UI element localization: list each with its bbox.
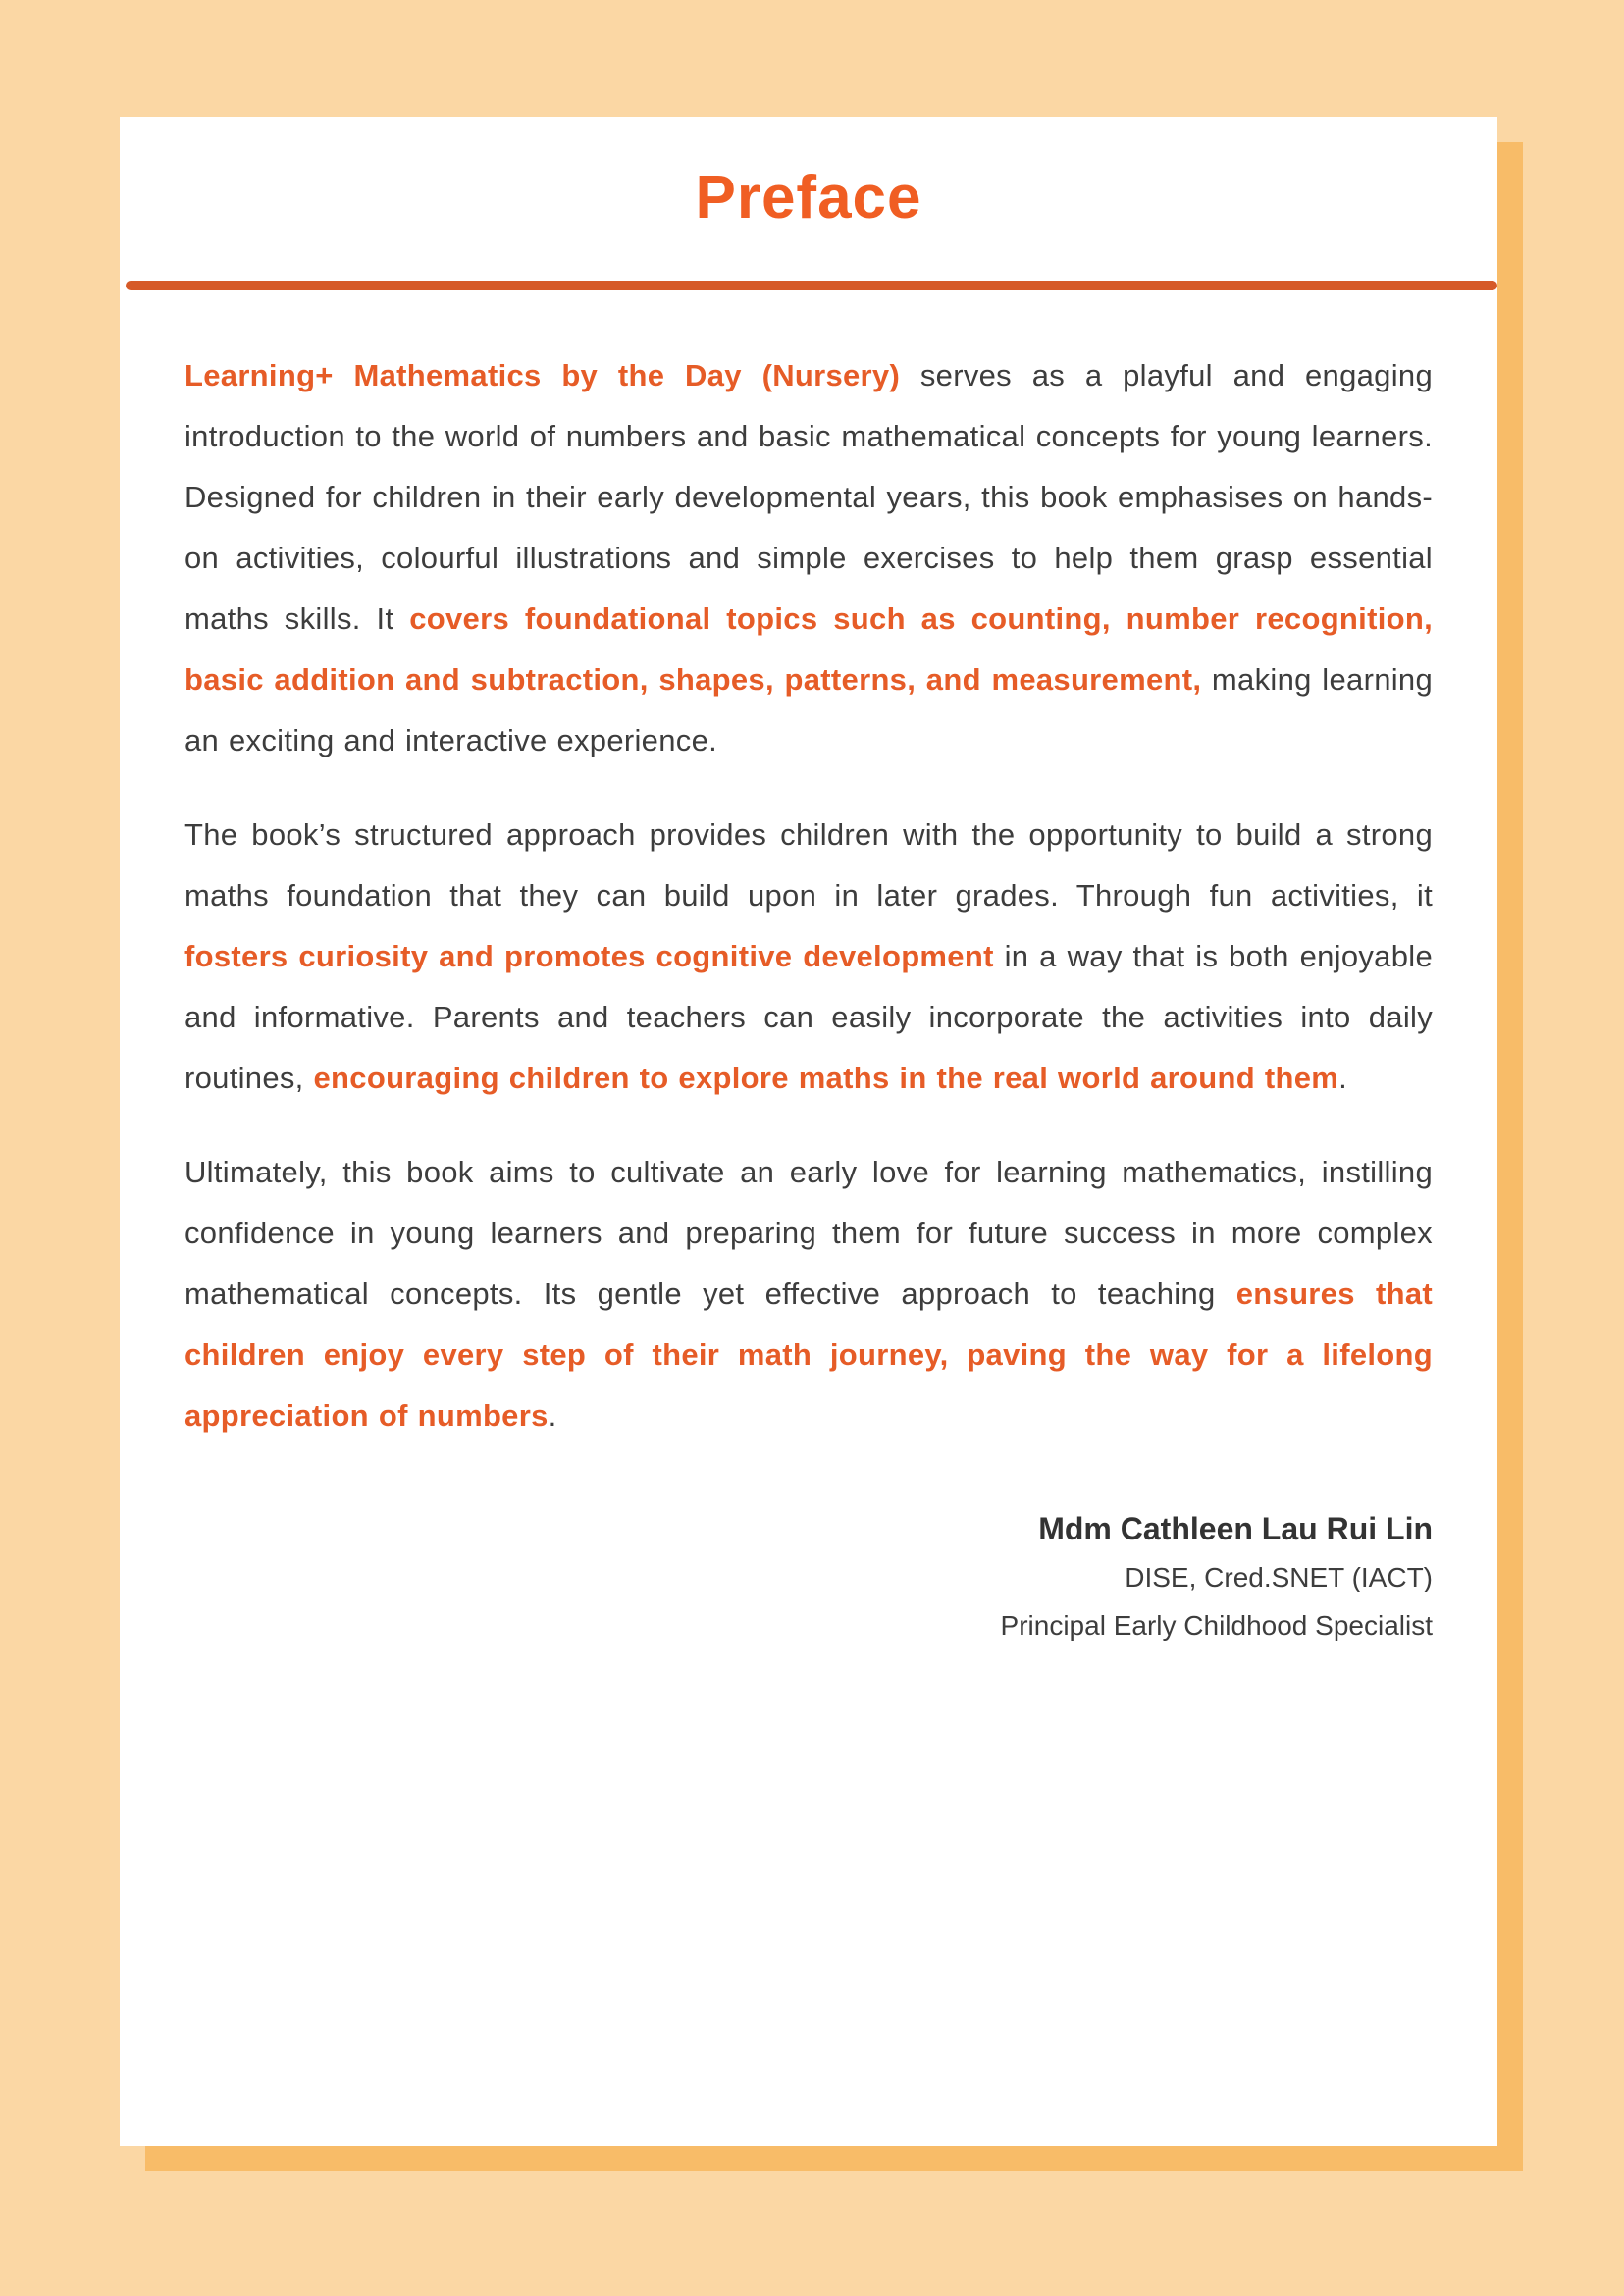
- body-text: in a way that is both enjoyable and informative. Parents and teachers can easily incorporate the activities into daily routines,: [184, 939, 1433, 1095]
- signature-title: Principal Early Childhood Specialist: [1000, 1610, 1433, 1641]
- preface-paragraph: [184, 805, 1433, 1109]
- body-text: Ultimately, this book aims to cultivate an early love for learning mathematics, instilling confidence in young learners and preparing them for future success in more complex mathematical concepts. Its gentle yet effective approach to teaching: [184, 1155, 1433, 1311]
- body-text: serves as a playful and engaging introduction to the world of numbers and basic mathematical concepts for young learners. Designed for children in their early developmental years, this book emphasises on hands-on activities, colourful illustrations and simple exercises to help them grasp essential maths skills. It: [184, 358, 1433, 636]
- signature-name: Mdm Cathleen Lau Rui Lin: [1038, 1511, 1433, 1546]
- preface-paragraph: [184, 345, 1433, 771]
- accent-text: fosters curiosity and promotes cognitive development: [184, 939, 994, 973]
- accent-text: covers foundational topics such as counting, number recognition, basic addition and subtraction, shapes, patterns, and measurement,: [184, 601, 1433, 697]
- title-divider: [126, 281, 1497, 290]
- preface-content: [184, 345, 1433, 1480]
- accent-text: Learning+ Mathematics by the Day (Nursery): [184, 358, 901, 392]
- body-text: .: [1338, 1061, 1348, 1095]
- signature-block: [184, 1504, 1433, 1649]
- signature-credentials: DISE, Cred.SNET (IACT): [1125, 1562, 1433, 1592]
- body-text: .: [548, 1398, 557, 1433]
- accent-text: ensures that children enjoy every step of their math journey, paving the way for a lifelong appreciation of numbers: [184, 1277, 1433, 1433]
- body-text: making learning an exciting and interactive experience.: [184, 662, 1434, 757]
- page-title: Preface: [695, 164, 922, 232]
- accent-text: encouraging children to explore maths in the real world around them: [313, 1061, 1339, 1095]
- preface-paragraph: [184, 1142, 1433, 1446]
- body-text: The book’s structured approach provides children with the opportunity to build a strong maths foundation that they can build upon in later grades. Through fun activities, it: [184, 817, 1433, 913]
- preface-card: [120, 117, 1497, 2146]
